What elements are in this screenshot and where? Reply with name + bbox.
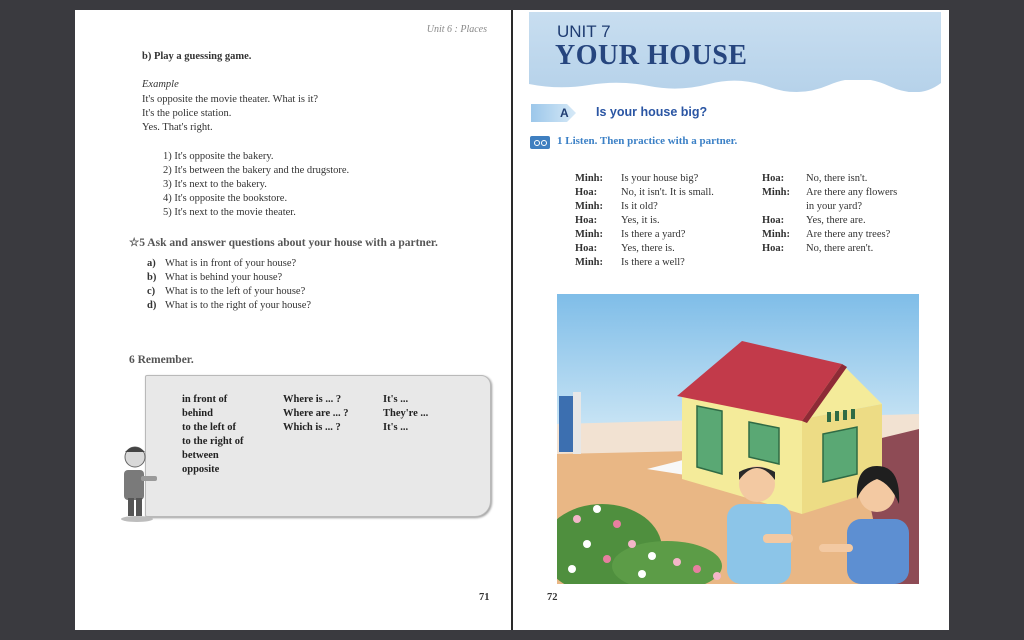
gate [559, 396, 573, 452]
remember-box [145, 375, 491, 517]
unit-label: UNIT 7 [557, 22, 611, 41]
question-item: c) What is to the left of your house? [147, 286, 306, 297]
remember-answers: It's ... They're ... It's ... [383, 394, 429, 433]
dialogue-left [575, 172, 714, 270]
dialogue-line: Hoa: Yes, there is. [575, 243, 675, 254]
example-line: It's the police station. [142, 108, 232, 119]
dialogue-line: Hoa: Yes, there are. [762, 215, 866, 226]
dialogue-line: Hoa: Yes, it is. [575, 215, 660, 226]
unit-banner [529, 12, 941, 92]
guess-item: 3) It's next to the bakery. [163, 179, 267, 190]
remember-prepositions: in front of behind to the left of to the right of between opposite [182, 394, 244, 475]
teacher-figure-illustration [113, 440, 161, 524]
example-line: It's opposite the movie theater. What is it? [142, 94, 319, 105]
dialogue-line: Hoa: No, there isn't. [762, 173, 868, 184]
guess-item: 2) It's between the bakery and the drugstore. [163, 165, 350, 176]
guess-items [163, 150, 349, 220]
running-header: Unit 6 : Places [426, 24, 487, 35]
page-number-left: 71 [479, 592, 490, 603]
exercise-6-heading: 6 Remember. [129, 354, 194, 366]
exercise-5-heading: ☆5 Ask and answer questions about your house with a partner. [129, 237, 438, 249]
banner-torn-edge [529, 80, 941, 94]
section-a-marker [531, 104, 576, 122]
house-illustration [557, 294, 919, 584]
house-window-front [749, 422, 779, 464]
dialogue-line: Minh: Is there a yard? [575, 229, 686, 240]
section-title: Is your house big? [596, 105, 708, 119]
question-item: d) What is to the right of your house? [147, 300, 312, 311]
exercise-5-questions [147, 257, 311, 313]
remember-questions: Where is ... ? Where are ... ? Which is ... ? [283, 394, 349, 433]
section-letter: A [560, 106, 569, 120]
page-number-right: 72 [547, 592, 558, 603]
dialogue-line: Minh: Is it old? [575, 201, 658, 212]
cassette-icon [530, 136, 550, 149]
dialogue-line: Minh: Is your house big? [575, 173, 699, 184]
dialogue-line: Hoa: No, there aren't. [762, 243, 874, 254]
example-lines [142, 93, 318, 135]
example-line: Yes. That's right. [142, 122, 213, 133]
guess-item: 4) It's opposite the bookstore. [163, 193, 288, 204]
guess-item: 1) It's opposite the bakery. [163, 151, 274, 162]
left-page [75, 10, 511, 630]
question-item: b) What is behind your house? [147, 272, 283, 283]
house-door [697, 406, 722, 474]
gate-pillar [573, 392, 581, 454]
house-window-side [823, 427, 857, 482]
dialogue-line: in your yard? [806, 201, 862, 212]
dialogue-line: Hoa: No, it isn't. It is small. [575, 187, 714, 198]
dialogue-line: Minh: Are there any flowers [762, 187, 898, 198]
listen-instruction: 1 Listen. Then practice with a partner. [557, 135, 738, 147]
dialogue-line: Minh: Is there a well? [575, 257, 685, 268]
guess-heading: b) Play a guessing game. [142, 51, 252, 62]
unit-title: YOUR HOUSE [555, 40, 748, 71]
right-page [513, 10, 949, 630]
dialogue-right [762, 172, 897, 256]
guess-item: 5) It's next to the movie theater. [163, 207, 296, 218]
example-label: Example [142, 79, 179, 90]
question-item: a) What is in front of your house? [147, 258, 297, 269]
dialogue-line: Minh: Are there any trees? [762, 229, 891, 240]
